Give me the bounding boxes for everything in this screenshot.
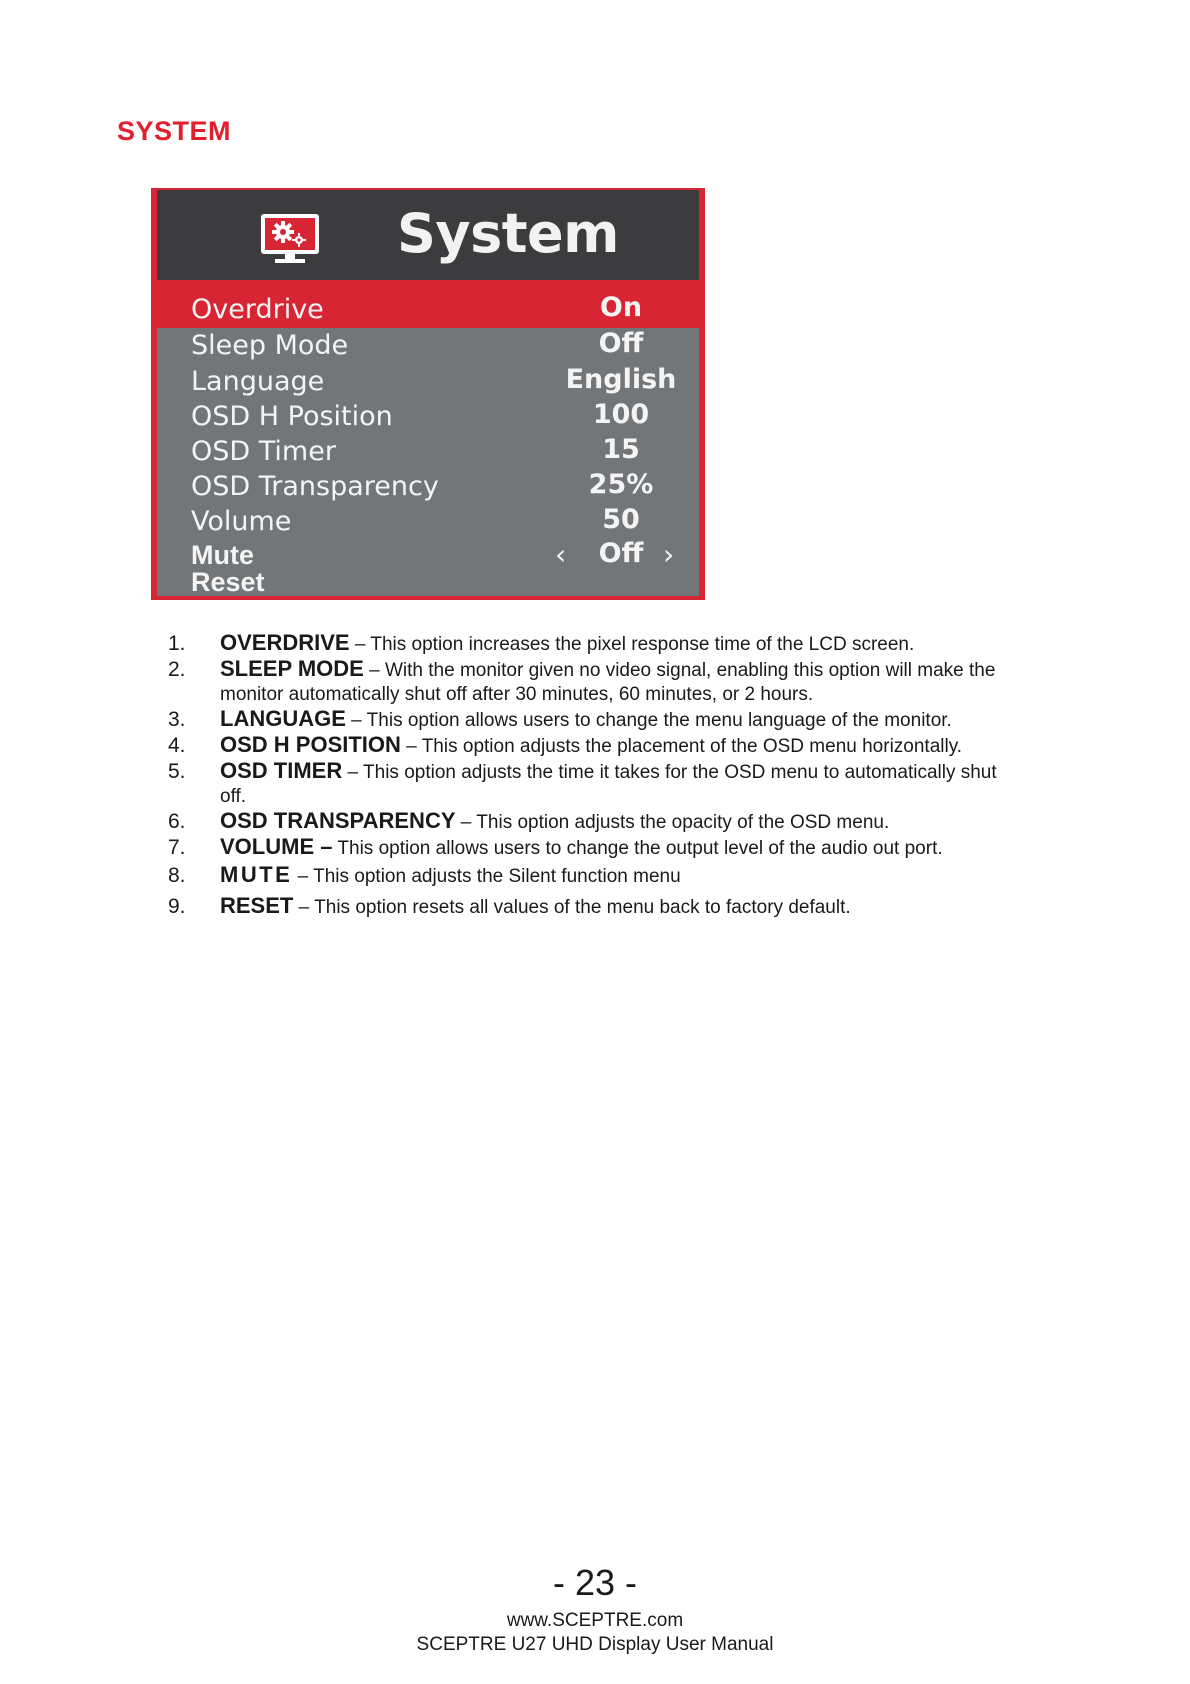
osd-row-value: Off: [598, 538, 644, 569]
item-number: 3.: [168, 708, 186, 731]
item-number: 7.: [168, 836, 186, 859]
section-title: SYSTEM: [117, 116, 232, 146]
item-number: 9.: [168, 895, 186, 918]
item-description: – This option adjusts the time it takes for the OSD menu to automatically shut off.: [220, 762, 997, 807]
item-term: LANGUAGE: [220, 706, 346, 731]
osd-row-label: Volume: [191, 506, 292, 537]
osd-row-language[interactable]: [151, 364, 705, 400]
osd-row-value: 100: [592, 399, 650, 430]
osd-row-sleep-mode[interactable]: [151, 328, 705, 364]
monitor-gear-icon: [259, 212, 321, 266]
item-term: OSD H POSITION: [220, 732, 401, 757]
item-description: – This option adjusts the opacity of the OSD menu.: [455, 812, 890, 833]
osd-header: [157, 190, 699, 280]
item-number: 6.: [168, 810, 186, 833]
osd-row-label: Sleep Mode: [191, 330, 349, 361]
osd-row-osd-h-position[interactable]: [151, 399, 705, 435]
osd-row-overdrive[interactable]: [151, 292, 705, 328]
osd-row-label: Mute: [191, 540, 254, 570]
osd-menu-screenshot: [151, 188, 705, 600]
item-description: – This option increases the pixel response time of the LCD screen.: [349, 634, 915, 655]
chevron-left-icon[interactable]: ‹: [555, 538, 567, 571]
osd-row-value: On: [599, 292, 643, 323]
osd-row-label: OSD Transparency: [191, 471, 439, 502]
item-term: VOLUME –: [220, 834, 333, 859]
item-description: – This option allows users to change the menu language of the monitor.: [345, 710, 952, 731]
osd-row-reset[interactable]: [151, 565, 705, 601]
item-number: 8.: [168, 864, 186, 887]
osd-row-value: Off: [598, 328, 644, 359]
osd-row-label: Language: [191, 366, 325, 397]
item-description: This option allows users to change the output level of the audio out port.: [332, 838, 943, 859]
item-description: – With the monitor given no video signal, enabling this option will make the monitor automatically shut off after 30 minutes, 60 minutes, or 2 hours.: [220, 660, 996, 705]
osd-row-volume[interactable]: [151, 504, 705, 540]
osd-row-value: 25%: [588, 469, 654, 500]
item-term: SLEEP MODE: [220, 656, 364, 681]
osd-row-osd-transparency[interactable]: [151, 469, 705, 505]
footer-website: www.SCEPTRE.com: [506, 1610, 684, 1631]
osd-row-label: Overdrive: [191, 294, 324, 325]
chevron-right-icon[interactable]: ›: [663, 538, 675, 571]
osd-row-osd-timer[interactable]: [151, 434, 705, 470]
item-term: MUTE: [220, 862, 293, 887]
item-number: 1.: [168, 632, 186, 655]
item-term: OVERDRIVE: [220, 630, 350, 655]
item-term: OSD TRANSPARENCY: [220, 808, 456, 833]
item-term: RESET: [220, 893, 294, 918]
osd-row-label: OSD H Position: [191, 401, 393, 432]
osd-row-label: Reset: [191, 567, 265, 597]
item-description: – This option adjusts the Silent function menu: [292, 866, 681, 887]
item-description: – This option resets all values of the menu back to factory default.: [293, 897, 851, 918]
item-description: – This option adjusts the placement of the OSD menu horizontally.: [400, 736, 963, 757]
osd-title: System: [397, 202, 619, 265]
item-number: 5.: [168, 760, 186, 783]
osd-row-value: English: [565, 364, 677, 395]
footer-manual-title: SCEPTRE U27 UHD Display User Manual: [416, 1634, 774, 1655]
item-number: 2.: [168, 658, 186, 681]
item-number: 4.: [168, 734, 186, 757]
osd-row-value: 15: [602, 434, 640, 465]
item-term: OSD TIMER: [220, 758, 343, 783]
osd-row-label: OSD Timer: [191, 436, 336, 467]
osd-row-value: 50: [602, 504, 640, 535]
page-number: - 23 -: [552, 1562, 638, 1603]
